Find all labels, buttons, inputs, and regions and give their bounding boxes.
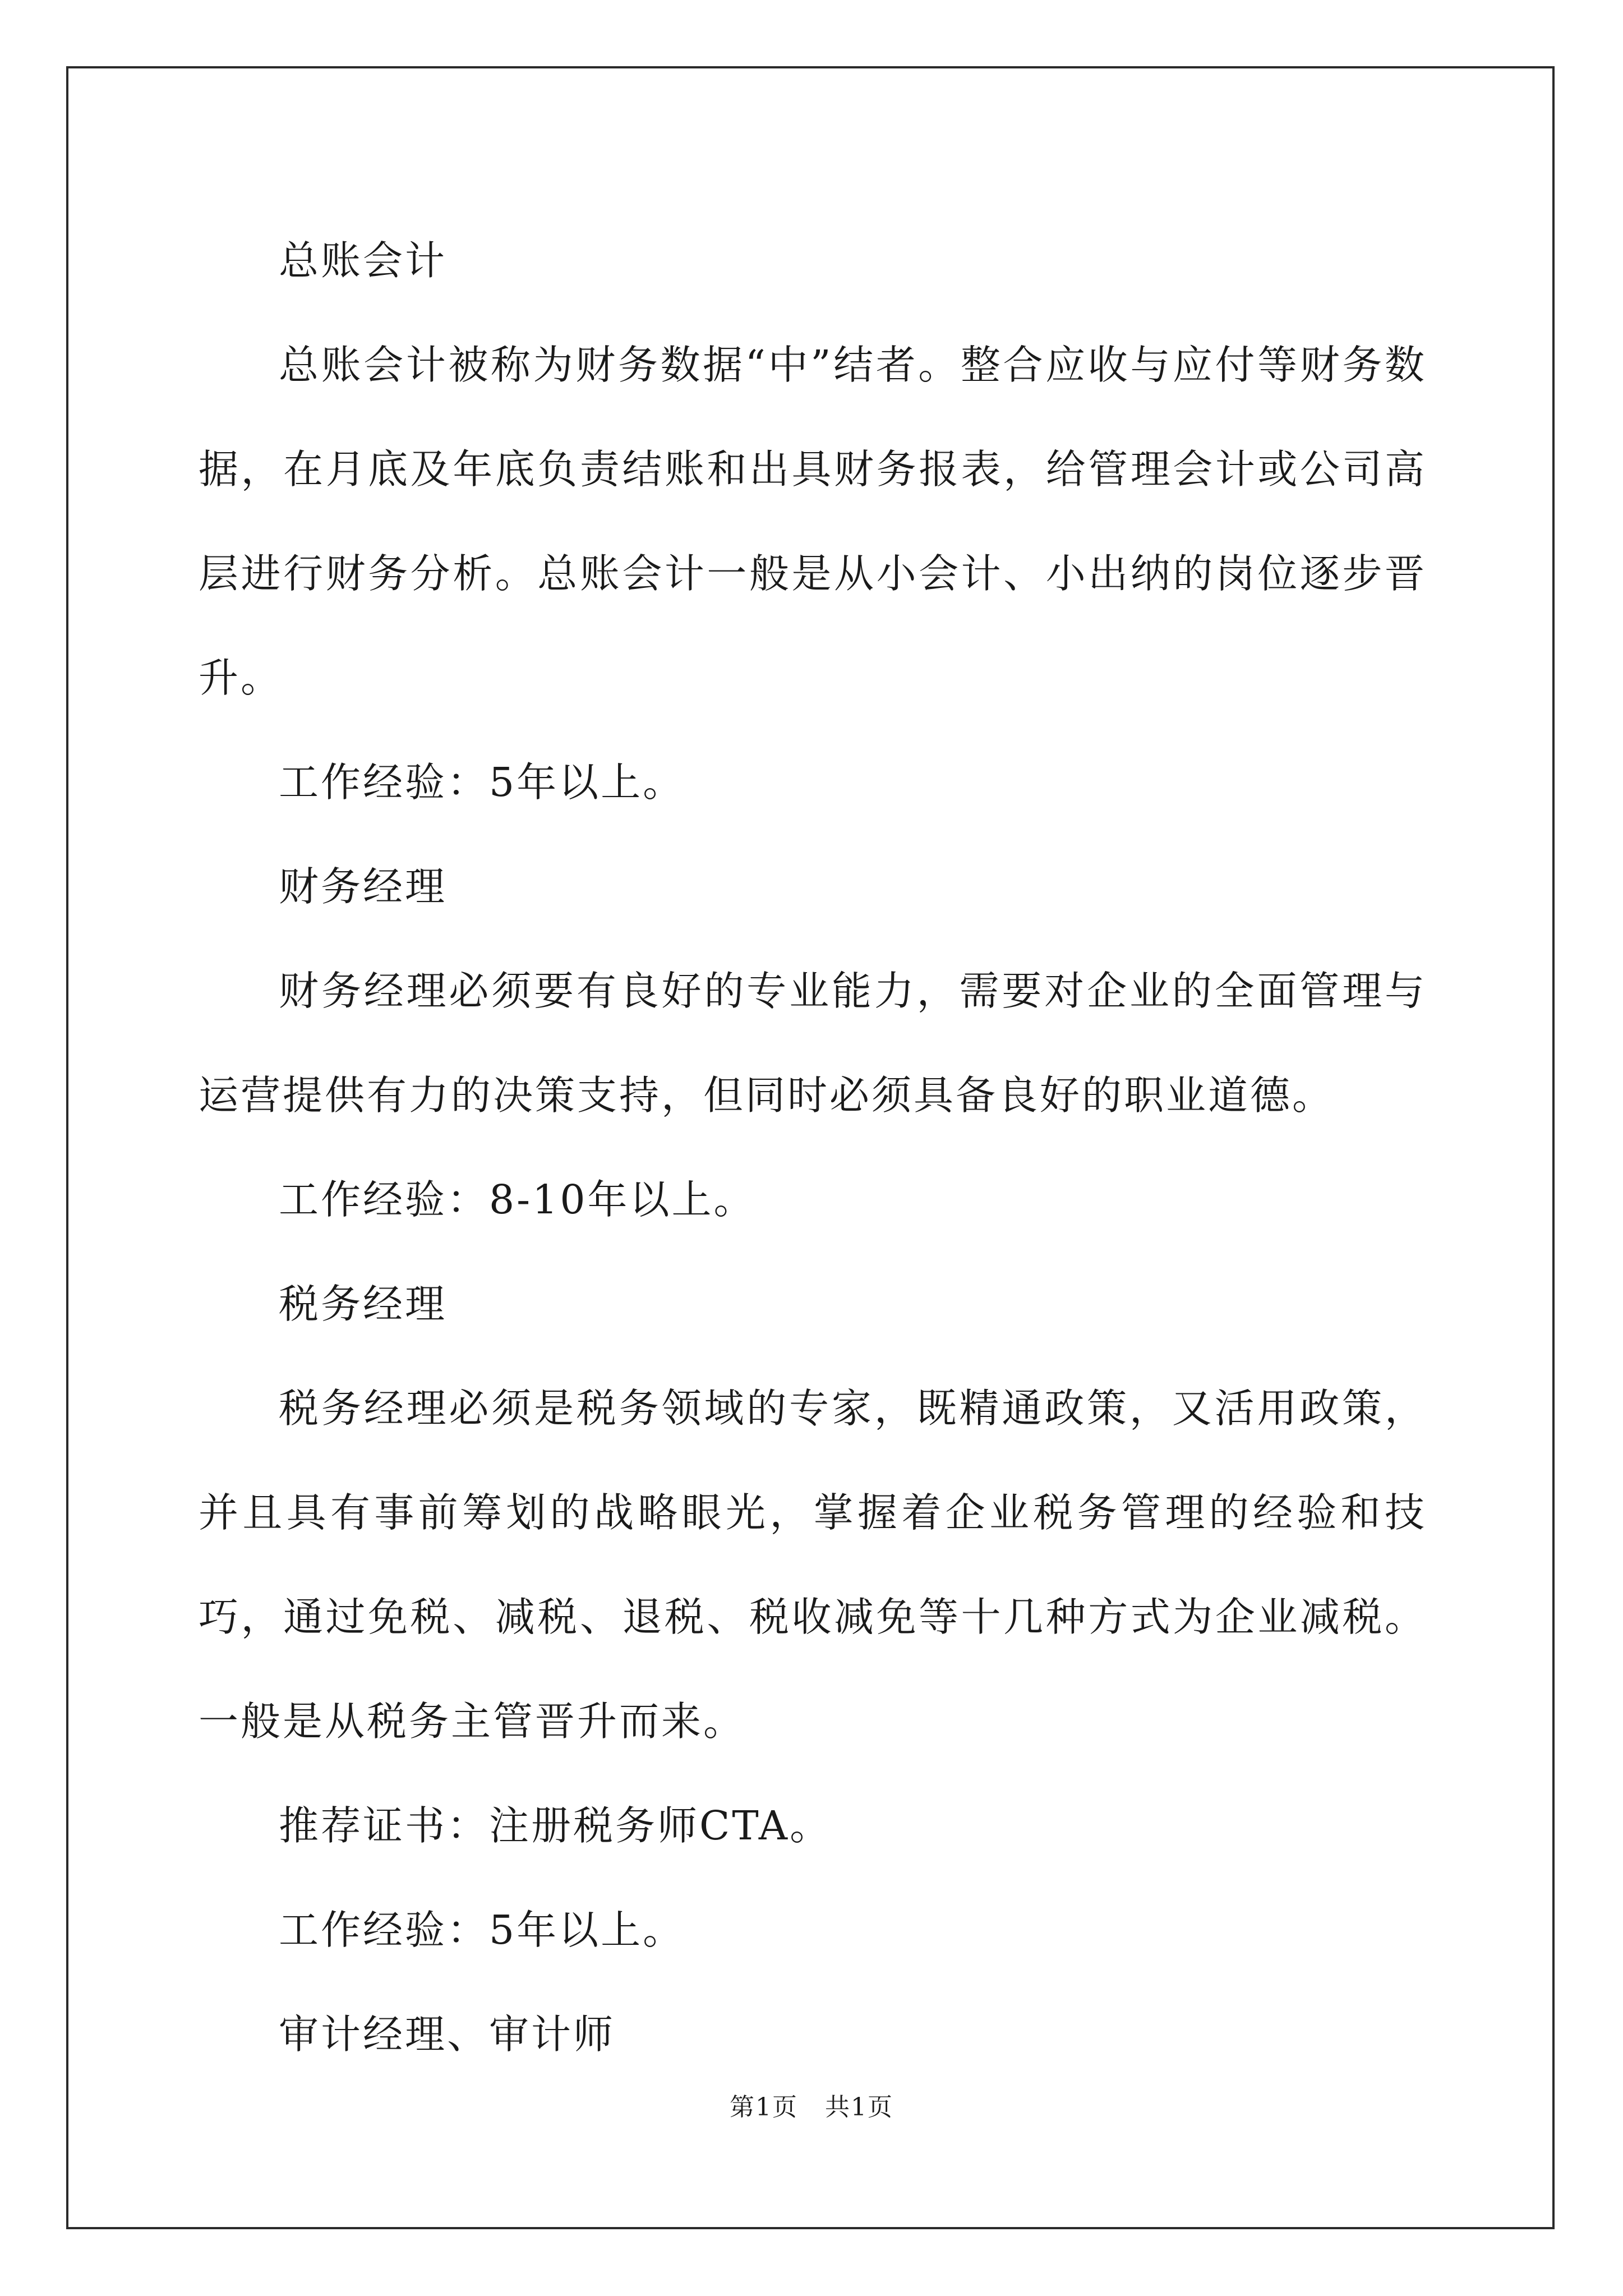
- paragraph-finance-manager-experience: 工作经验：8-10年以上。: [279, 1176, 756, 1223]
- section-heading-finance-manager: 财务经理: [279, 863, 448, 910]
- section-heading-general-ledger: 总账会计: [279, 237, 448, 284]
- document-body: [199, 209, 1427, 2087]
- paragraph-general-ledger-experience: 工作经验：5年以上。: [279, 759, 685, 806]
- page-footer: [0, 2087, 1623, 2123]
- paragraph-general-ledger-desc: 总账会计被称为财务数据“中”结者。整合应收与应付等财务数据，在月底及年底负责结账和出具财务报表，给管理会计或公司高层进行财务分析。总账会计一般是从小会计、小出纳的岗位逐步晋升。: [199, 342, 1427, 701]
- paragraph-tax-manager-experience: 工作经验：5年以上。: [279, 1907, 685, 1953]
- section-heading-audit-manager: 审计经理、审计师: [279, 2011, 616, 2058]
- paragraph-tax-manager-certificate: 推荐证书：注册税务师CTA。: [279, 1802, 832, 1849]
- paragraph-finance-manager-desc: 财务经理必须要有良好的专业能力，需要对企业的全面管理与运营提供有力的决策支持，但同时必须具备良好的职业道德。: [199, 968, 1427, 1119]
- page-number: 第1页: [730, 2093, 799, 2122]
- page-total: 共1页: [824, 2093, 893, 2122]
- paragraph-tax-manager-desc: 税务经理必须是税务领域的专家，既精通政策，又活用政策，并且具有事前筹划的战略眼光，掌握着企业税务管理的经验和技巧，通过免税、减税、退税、税收减免等十几种方式为企业减税。一般是从税务主管晋升而来。: [199, 1385, 1427, 1745]
- section-heading-tax-manager: 税务经理: [279, 1281, 448, 1327]
